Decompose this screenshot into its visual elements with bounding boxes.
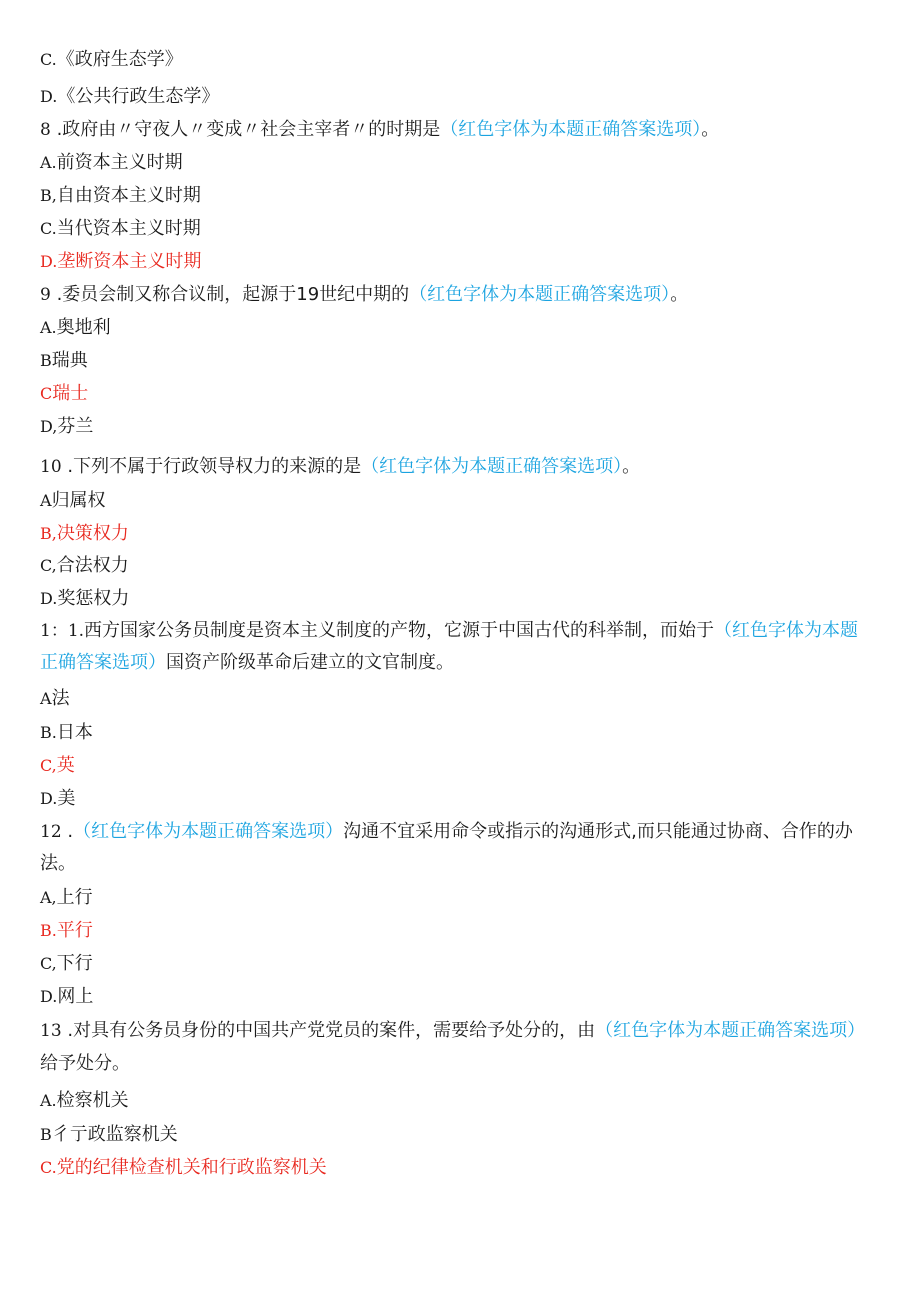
- q13-option-a: A.检察机关: [40, 1090, 129, 1111]
- answer-hint: （红色字体为本题正确答案选项）: [440, 119, 702, 140]
- q11-option-b: B.日本: [40, 722, 93, 743]
- q9-option-d: D,芬兰: [40, 416, 94, 437]
- q8-option-b: B,自由资本主义时期: [40, 185, 201, 206]
- q12-option-b-correct: B.平行: [40, 920, 93, 941]
- q12-stem: 12 .（红色字体为本题正确答案选项）沟通不宜采用命令或指示的沟通形式,而只能通过协商、合作的办: [40, 821, 853, 842]
- q8-stem: 8 .政府由〃守夜人〃变成〃社会主宰者〃的时期是（红色字体为本题正确答案选项）。: [40, 119, 720, 140]
- q10-stem: 10 .下列不属于行政领导权力的来源的是（红色字体为本题正确答案选项）。: [40, 456, 641, 477]
- q11-option-a: A法: [40, 688, 70, 709]
- q12-option-d: D.网上: [40, 986, 94, 1007]
- prev-option-d: D.《公共行政生态学》: [40, 86, 220, 107]
- q13-option-b: B彳亍政监察机关: [40, 1124, 178, 1145]
- q9-option-b: B瑞典: [40, 350, 88, 371]
- answer-hint: （红色字体为本题正确答案选项）: [73, 821, 344, 842]
- q13-option-c-correct: C.党的纪律检查机关和行政监察机关: [40, 1157, 327, 1178]
- q10-option-d: D.奖惩权力: [40, 588, 130, 609]
- q9-stem: 9 .委员会制又称合议制，起源于19世纪中期的（红色字体为本题正确答案选项）。: [40, 284, 689, 305]
- answer-hint: （红色字体为本题正确答案选项）: [409, 284, 671, 305]
- answer-hint: （红色字体为本题正确答案选项）: [361, 456, 623, 477]
- q11-option-d: D.美: [40, 788, 76, 809]
- q8-option-c: C.当代资本主义时期: [40, 218, 201, 239]
- q9-option-a: A.奥地利: [40, 317, 111, 338]
- q12-option-a: A,上行: [40, 887, 93, 908]
- q8-option-d-correct: D.垄断资本主义时期: [40, 251, 202, 272]
- q11-stem-cont: 正确答案选项）国资产阶级革命后建立的文官制度。: [40, 652, 454, 673]
- q11-option-c-correct: C,英: [40, 755, 75, 776]
- q13-stem-cont: 给予处分。: [40, 1053, 130, 1074]
- q13-stem: 13 .对具有公务员身份的中国共产党党员的案件，需要给予处分的，由（红色字体为本题正确答案选项）: [40, 1020, 866, 1041]
- prev-option-c: C.《政府生态学》: [40, 49, 183, 70]
- q10-option-b-correct: B,决策权力: [40, 523, 129, 544]
- q11-stem: 1：1.西方国家公务员制度是资本主义制度的产物，它源于中国古代的科举制，而始于（红色字体为本题: [40, 620, 859, 641]
- answer-hint: （红色字体为本题正确答案选项）: [595, 1020, 866, 1041]
- q8-option-a: A.前资本主义时期: [40, 152, 183, 173]
- q12-option-c: C,下行: [40, 953, 93, 974]
- q12-stem-cont: 法。: [40, 853, 76, 874]
- answer-hint: 正确答案选项）: [40, 652, 166, 673]
- q9-option-c-correct: C瑞士: [40, 383, 89, 404]
- q10-option-c: C,合法权力: [40, 555, 129, 576]
- q10-option-a: A归属权: [40, 490, 106, 511]
- answer-hint: （红色字体为本题: [714, 620, 859, 641]
